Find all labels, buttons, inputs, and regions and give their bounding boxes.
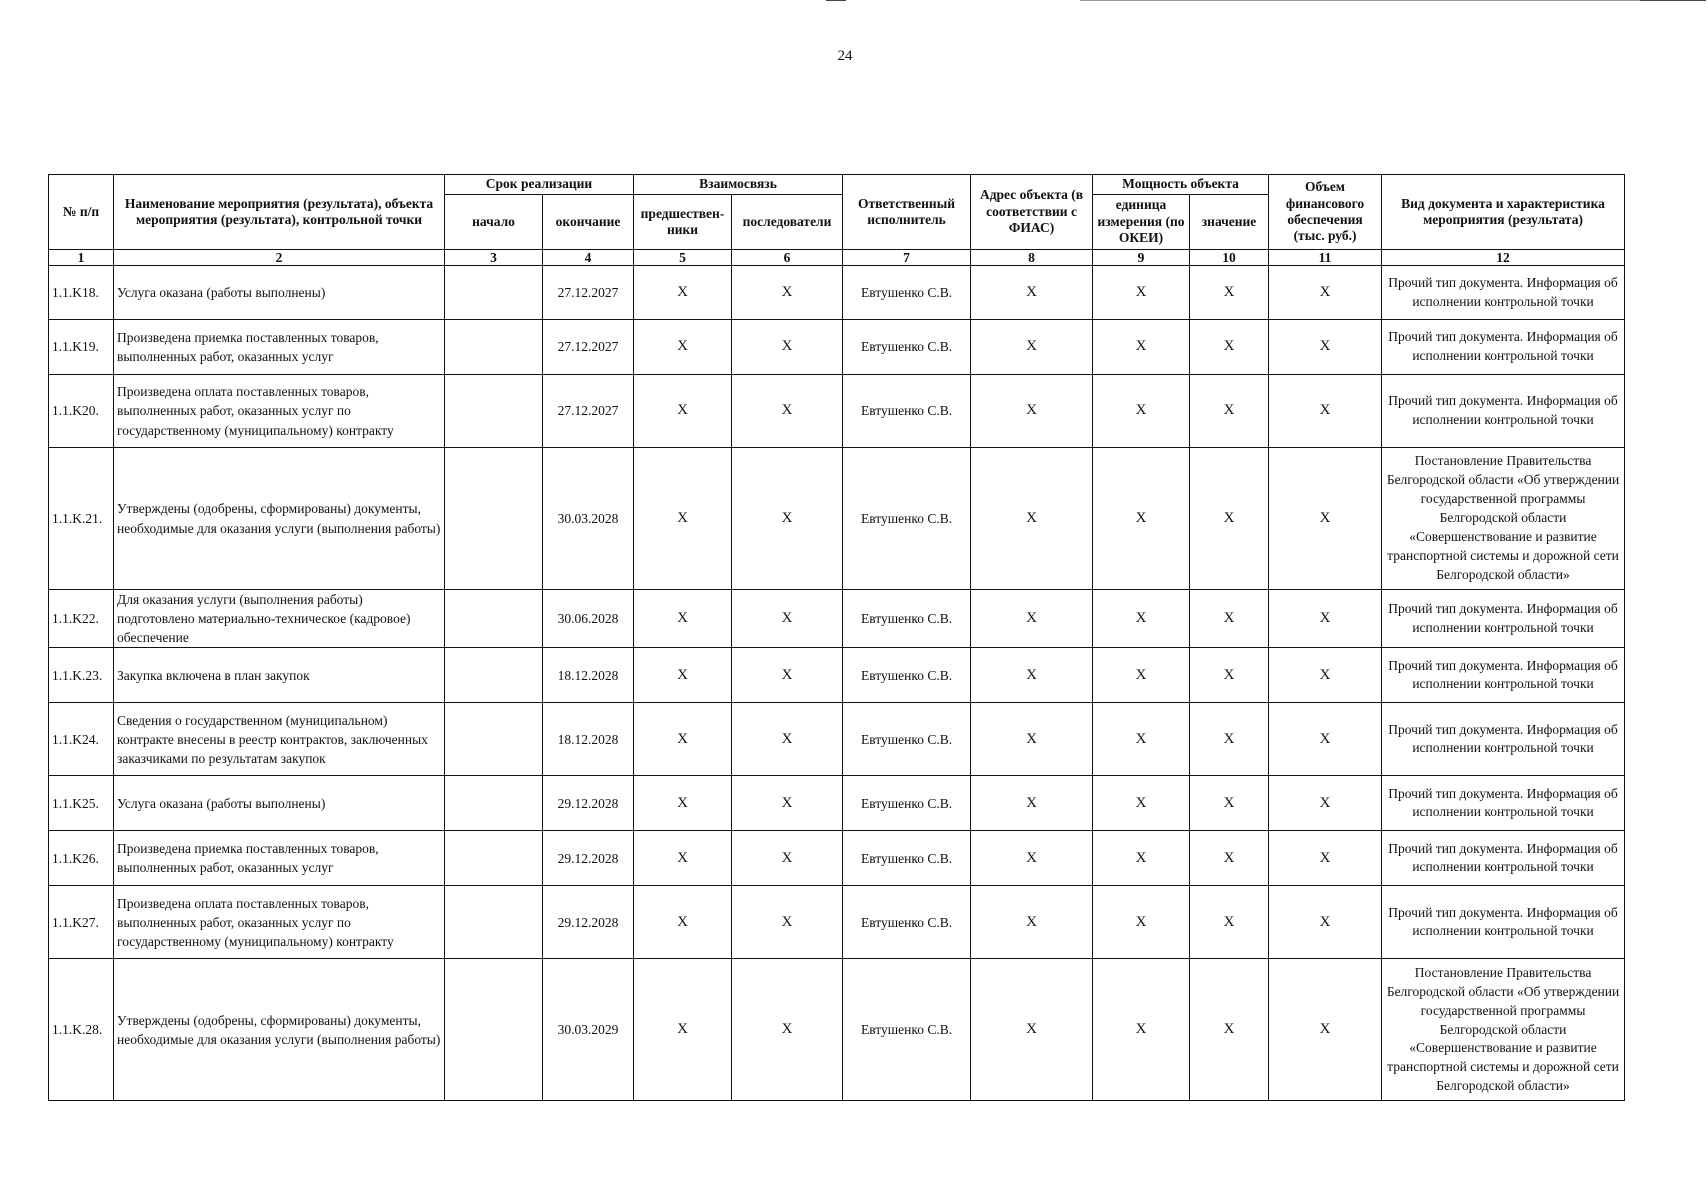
row-unit: X <box>1093 375 1190 448</box>
table-body <box>49 266 1625 1101</box>
row-number: 1.1.K.21. <box>49 448 114 590</box>
row-name: Услуга оказана (работы выполнены) <box>114 776 445 831</box>
row-address: X <box>971 375 1093 448</box>
column-number: 9 <box>1093 250 1190 266</box>
row-doc-type: Прочий тип документа. Информация об исполнении контрольной точки <box>1382 831 1625 886</box>
row-address: X <box>971 959 1093 1101</box>
column-number: 12 <box>1382 250 1625 266</box>
row-responsible: Евтушенко С.В. <box>843 448 971 590</box>
header-start: начало <box>445 195 543 250</box>
scan-edge-line <box>1640 0 1706 1</box>
row-name: Утверждены (одобрены, сформированы) документы, необходимые для оказания услуги (выполнения работы) <box>114 448 445 590</box>
row-predecessors: X <box>634 448 732 590</box>
column-number: 10 <box>1190 250 1269 266</box>
header-name: Наименование мероприятия (результата), объекта мероприятия (результата), контрольной точки <box>114 175 445 250</box>
table-row <box>49 590 1625 648</box>
row-number: 1.1.K19. <box>49 320 114 375</box>
table-row <box>49 266 1625 320</box>
row-doc-type: Прочий тип документа. Информация об исполнении контрольной точки <box>1382 320 1625 375</box>
control-points-table <box>48 174 1625 1101</box>
column-number: 6 <box>732 250 843 266</box>
column-number: 11 <box>1269 250 1382 266</box>
row-successors: X <box>732 320 843 375</box>
row-end-date: 29.12.2028 <box>543 831 634 886</box>
row-finance: X <box>1269 320 1382 375</box>
row-finance: X <box>1269 776 1382 831</box>
row-doc-type: Постановление Правительства Белгородской области «Об утверждении государственной программы Белгородской области «Совершенствование и развитие транспортной системы и дорожной сети Белгородской области» <box>1382 959 1625 1101</box>
header-responsible: Ответственный исполнитель <box>843 175 971 250</box>
row-successors: X <box>732 375 843 448</box>
row-end-date: 27.12.2027 <box>543 320 634 375</box>
header-predecessors: предшествен-ники <box>634 195 732 250</box>
header-address: Адрес объекта (в соответствии с ФИАС) <box>971 175 1093 250</box>
row-start-date <box>445 959 543 1101</box>
row-name: Произведена оплата поставленных товаров, выполненных работ, оказанных услуг по государственному (муниципальному) контракту <box>114 886 445 959</box>
row-number: 1.1.K18. <box>49 266 114 320</box>
column-number: 5 <box>634 250 732 266</box>
row-address: X <box>971 266 1093 320</box>
row-value: X <box>1190 959 1269 1101</box>
column-number: 3 <box>445 250 543 266</box>
row-number: 1.1.K.28. <box>49 959 114 1101</box>
row-end-date: 30.03.2028 <box>543 448 634 590</box>
row-doc-type: Прочий тип документа. Информация об исполнении контрольной точки <box>1382 648 1625 703</box>
row-address: X <box>971 320 1093 375</box>
row-value: X <box>1190 375 1269 448</box>
row-end-date: 30.03.2029 <box>543 959 634 1101</box>
row-end-date: 27.12.2027 <box>543 375 634 448</box>
table-row <box>49 886 1625 959</box>
row-responsible: Евтушенко С.В. <box>843 375 971 448</box>
row-value: X <box>1190 648 1269 703</box>
row-finance: X <box>1269 448 1382 590</box>
header-link: Взаимосвязь <box>634 175 843 195</box>
table-row <box>49 959 1625 1101</box>
row-successors: X <box>732 266 843 320</box>
row-start-date <box>445 886 543 959</box>
row-address: X <box>971 776 1093 831</box>
row-predecessors: X <box>634 776 732 831</box>
column-number: 2 <box>114 250 445 266</box>
header-num: № п/п <box>49 175 114 250</box>
row-name: Произведена приемка поставленных товаров, выполненных работ, оказанных услуг <box>114 320 445 375</box>
table-row <box>49 831 1625 886</box>
row-finance: X <box>1269 590 1382 648</box>
row-value: X <box>1190 448 1269 590</box>
row-value: X <box>1190 886 1269 959</box>
table-row <box>49 776 1625 831</box>
row-unit: X <box>1093 590 1190 648</box>
row-start-date <box>445 703 543 776</box>
scan-edge-line <box>1080 0 1640 1</box>
row-address: X <box>971 590 1093 648</box>
row-value: X <box>1190 320 1269 375</box>
row-finance: X <box>1269 375 1382 448</box>
row-end-date: 29.12.2028 <box>543 886 634 959</box>
row-start-date <box>445 776 543 831</box>
row-responsible: Евтушенко С.В. <box>843 266 971 320</box>
row-start-date <box>445 590 543 648</box>
row-predecessors: X <box>634 320 732 375</box>
row-end-date: 27.12.2027 <box>543 266 634 320</box>
header-period: Срок реализации <box>445 175 634 195</box>
row-unit: X <box>1093 776 1190 831</box>
row-name: Для оказания услуги (выполнения работы) подготовлено материально-техническое (кадровое) обеспечение <box>114 590 445 648</box>
header-capacity: Мощность объекта <box>1093 175 1269 195</box>
row-responsible: Евтушенко С.В. <box>843 320 971 375</box>
row-predecessors: X <box>634 590 732 648</box>
row-predecessors: X <box>634 959 732 1101</box>
page-number: 24 <box>837 48 853 64</box>
header-finance: Объем финансового обеспечения (тыс. руб.) <box>1269 175 1382 250</box>
row-unit: X <box>1093 886 1190 959</box>
row-unit: X <box>1093 703 1190 776</box>
row-address: X <box>971 886 1093 959</box>
row-name: Произведена оплата поставленных товаров, выполненных работ, оказанных услуг по государственному (муниципальному) контракту <box>114 375 445 448</box>
column-number: 8 <box>971 250 1093 266</box>
row-responsible: Евтушенко С.В. <box>843 776 971 831</box>
row-unit: X <box>1093 648 1190 703</box>
row-name: Сведения о государственном (муниципальном) контракте внесены в реестр контрактов, заключенных заказчиками по результатам закупок <box>114 703 445 776</box>
header-value: значение <box>1190 195 1269 250</box>
row-responsible: Евтушенко С.В. <box>843 648 971 703</box>
row-number: 1.1.K22. <box>49 590 114 648</box>
row-start-date <box>445 320 543 375</box>
header-doc-type: Вид документа и характеристика мероприятия (результата) <box>1382 175 1625 250</box>
row-doc-type: Прочий тип документа. Информация об исполнении контрольной точки <box>1382 590 1625 648</box>
row-unit: X <box>1093 448 1190 590</box>
row-doc-type: Постановление Правительства Белгородской области «Об утверждении государственной программы Белгородской области «Совершенствование и развитие транспортной системы и дорожной сети Белгородской области» <box>1382 448 1625 590</box>
row-start-date <box>445 266 543 320</box>
table-row <box>49 703 1625 776</box>
row-responsible: Евтушенко С.В. <box>843 959 971 1101</box>
row-unit: X <box>1093 831 1190 886</box>
header-end: окончание <box>543 195 634 250</box>
row-predecessors: X <box>634 375 732 448</box>
row-start-date <box>445 648 543 703</box>
row-end-date: 18.12.2028 <box>543 703 634 776</box>
row-end-date: 18.12.2028 <box>543 648 634 703</box>
row-end-date: 30.06.2028 <box>543 590 634 648</box>
row-name: Произведена приемка поставленных товаров, выполненных работ, оказанных услуг <box>114 831 445 886</box>
row-name: Услуга оказана (работы выполнены) <box>114 266 445 320</box>
row-doc-type: Прочий тип документа. Информация об исполнении контрольной точки <box>1382 886 1625 959</box>
header-successors: последователи <box>732 195 843 250</box>
table-row <box>49 375 1625 448</box>
row-successors: X <box>732 886 843 959</box>
row-number: 1.1.K27. <box>49 886 114 959</box>
row-end-date: 29.12.2028 <box>543 776 634 831</box>
table-row <box>49 320 1625 375</box>
row-successors: X <box>732 448 843 590</box>
row-predecessors: X <box>634 648 732 703</box>
row-value: X <box>1190 266 1269 320</box>
table-row <box>49 448 1625 590</box>
row-value: X <box>1190 776 1269 831</box>
row-successors: X <box>732 776 843 831</box>
row-value: X <box>1190 703 1269 776</box>
row-value: X <box>1190 590 1269 648</box>
row-address: X <box>971 448 1093 590</box>
row-unit: X <box>1093 959 1190 1101</box>
row-successors: X <box>732 648 843 703</box>
row-successors: X <box>732 703 843 776</box>
table-header <box>49 175 1625 266</box>
row-name: Закупка включена в план закупок <box>114 648 445 703</box>
row-unit: X <box>1093 266 1190 320</box>
table-row <box>49 648 1625 703</box>
column-number: 1 <box>49 250 114 266</box>
row-number: 1.1.K26. <box>49 831 114 886</box>
row-start-date <box>445 375 543 448</box>
row-successors: X <box>732 590 843 648</box>
row-doc-type: Прочий тип документа. Информация об исполнении контрольной точки <box>1382 703 1625 776</box>
row-number: 1.1.K25. <box>49 776 114 831</box>
row-number: 1.1.K.23. <box>49 648 114 703</box>
row-value: X <box>1190 831 1269 886</box>
column-number: 4 <box>543 250 634 266</box>
row-unit: X <box>1093 320 1190 375</box>
row-predecessors: X <box>634 831 732 886</box>
row-finance: X <box>1269 886 1382 959</box>
row-doc-type: Прочий тип документа. Информация об исполнении контрольной точки <box>1382 375 1625 448</box>
row-start-date <box>445 831 543 886</box>
row-doc-type: Прочий тип документа. Информация об исполнении контрольной точки <box>1382 266 1625 320</box>
row-successors: X <box>732 831 843 886</box>
row-doc-type: Прочий тип документа. Информация об исполнении контрольной точки <box>1382 776 1625 831</box>
header-unit: единица измерения (по ОКЕИ) <box>1093 195 1190 250</box>
row-predecessors: X <box>634 703 732 776</box>
row-predecessors: X <box>634 886 732 959</box>
row-responsible: Евтушенко С.В. <box>843 703 971 776</box>
row-successors: X <box>732 959 843 1101</box>
row-start-date <box>445 448 543 590</box>
row-responsible: Евтушенко С.В. <box>843 831 971 886</box>
row-finance: X <box>1269 648 1382 703</box>
column-number: 7 <box>843 250 971 266</box>
row-responsible: Евтушенко С.В. <box>843 886 971 959</box>
row-address: X <box>971 703 1093 776</box>
row-address: X <box>971 831 1093 886</box>
scan-edge-line <box>826 0 846 1</box>
row-number: 1.1.K20. <box>49 375 114 448</box>
row-responsible: Евтушенко С.В. <box>843 590 971 648</box>
row-finance: X <box>1269 959 1382 1101</box>
row-name: Утверждены (одобрены, сформированы) документы, необходимые для оказания услуги (выполнения работы) <box>114 959 445 1101</box>
column-number-row <box>49 250 1625 266</box>
row-predecessors: X <box>634 266 732 320</box>
row-finance: X <box>1269 703 1382 776</box>
row-finance: X <box>1269 266 1382 320</box>
row-finance: X <box>1269 831 1382 886</box>
row-address: X <box>971 648 1093 703</box>
row-number: 1.1.K24. <box>49 703 114 776</box>
